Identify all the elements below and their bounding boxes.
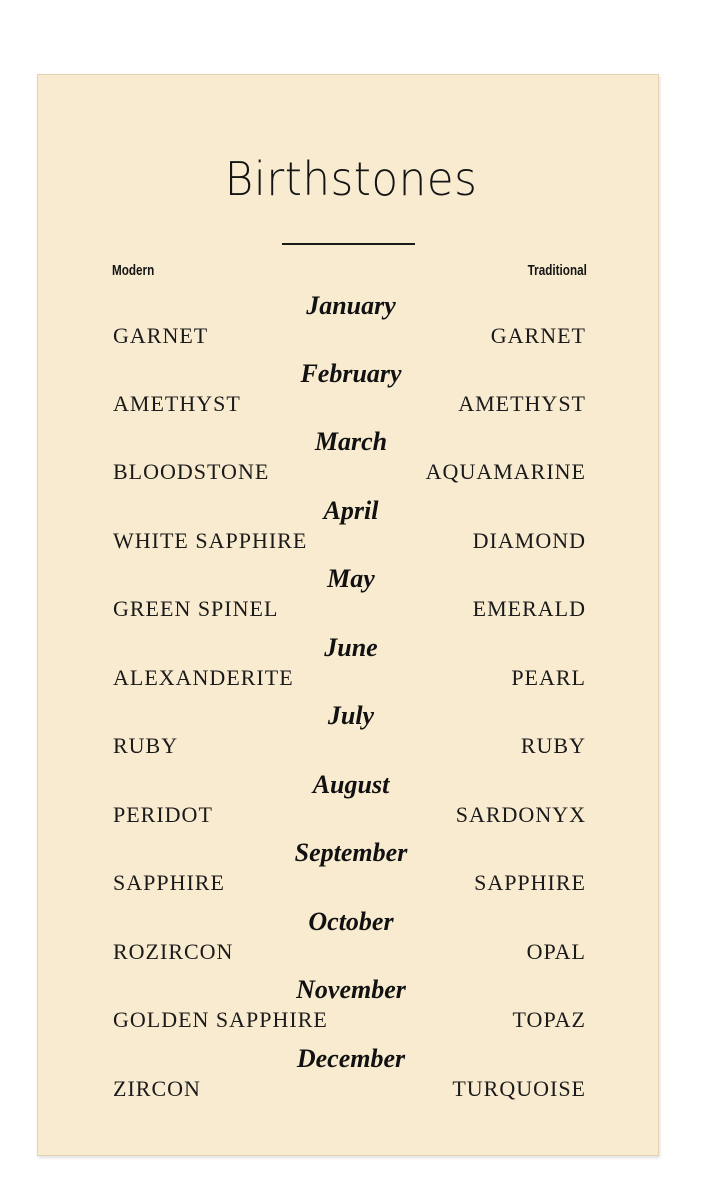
month-label: October: [308, 907, 394, 936]
traditional-stone: GARNET: [490, 323, 586, 348]
month-row-may: [0, 566, 702, 634]
title-divider: [282, 243, 415, 245]
traditional-stone: OPAL: [526, 939, 586, 964]
month-label: March: [314, 427, 388, 456]
month-row-july: [0, 703, 702, 771]
month-row-march: [0, 429, 702, 497]
modern-stone: SAPPHIRE: [113, 870, 225, 895]
modern-stone: AMETHYST: [113, 391, 241, 416]
month-label: June: [324, 633, 378, 662]
modern-stone: ALEXANDERITE: [113, 665, 294, 690]
month-row-february: [0, 361, 702, 429]
traditional-stone: SARDONYX: [455, 802, 586, 827]
modern-stone: ZIRCON: [113, 1076, 201, 1101]
modern-stone: GOLDEN SAPPHIRE: [113, 1007, 328, 1032]
modern-stone: PERIDOT: [113, 802, 213, 827]
month-row-january: [0, 293, 702, 361]
month-row-september: [0, 840, 702, 908]
modern-stone: BLOODSTONE: [113, 459, 270, 484]
modern-stone: RUBY: [113, 733, 179, 758]
month-label: September: [294, 838, 408, 867]
month-label: November: [296, 975, 406, 1004]
traditional-stone: AMETHYST: [458, 391, 586, 416]
month-row-november: [0, 977, 702, 1045]
traditional-stone: TURQUOISE: [452, 1076, 586, 1101]
modern-stone: GREEN SPINEL: [113, 596, 279, 621]
traditional-stone: DIAMOND: [472, 528, 586, 553]
modern-stone: GARNET: [113, 323, 209, 348]
modern-stone: WHITE SAPPHIRE: [113, 528, 308, 553]
month-label: April: [323, 496, 379, 525]
modern-stone: ROZIRCON: [113, 939, 234, 964]
card-title: Birthstones: [224, 152, 478, 206]
traditional-stone: AQUAMARINE: [425, 459, 586, 484]
month-label: July: [327, 701, 375, 730]
modern-column-header: Modern: [112, 262, 155, 279]
traditional-stone: RUBY: [520, 733, 586, 758]
traditional-stone: EMERALD: [472, 596, 586, 621]
traditional-stone: SAPPHIRE: [474, 870, 586, 895]
month-label: May: [327, 564, 375, 593]
traditional-column-header: Traditional: [527, 262, 587, 279]
traditional-stone: PEARL: [511, 665, 586, 690]
month-row-october: [0, 909, 702, 977]
month-label: December: [296, 1044, 406, 1073]
traditional-stone: TOPAZ: [512, 1007, 586, 1032]
month-row-april: [0, 498, 702, 566]
month-row-december: [0, 1046, 702, 1114]
month-row-august: [0, 772, 702, 840]
month-label: August: [312, 770, 390, 799]
month-label: January: [306, 291, 396, 320]
month-label: February: [300, 359, 402, 388]
month-row-june: [0, 635, 702, 703]
